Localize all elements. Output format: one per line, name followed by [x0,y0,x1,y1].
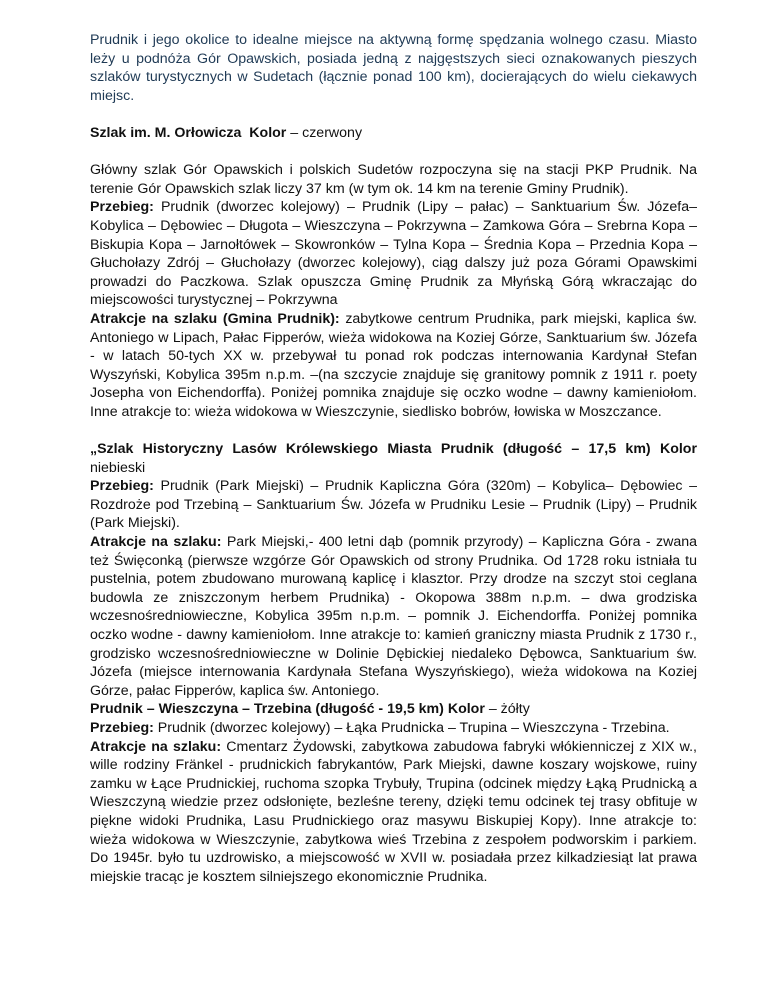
trail2-route-text: Prudnik (Park Miejski) – Prudnik Kapliczna Góra (320m) – Kobylica– Dębowiec – Rozdroże pod Trzebiną – Sanktuarium Św. Józefa w Prudniku Lesie – Prudnik (Lipy) – Prudnik (Park Miejski). [90,478,697,532]
trail1-heading-color: – czerwony [290,124,363,141]
trail1-route-label: Przebieg: [90,199,154,216]
trail3-route [90,719,697,738]
document-page [90,31,697,886]
trail3-attractions-label: Atrakcje na szlaku: [90,738,222,755]
trail3-heading [90,700,697,719]
trail1-attractions [90,310,697,422]
paragraph-spacer [90,143,697,162]
trail3-route-label: Przebieg: [90,719,154,736]
trail3-route-text: Prudnik (dworzec kolejowy) – Łąka Prudnicka – Trupina – Wieszczyna - Trzebina. [153,719,670,736]
trail2-route-label: Przebieg: [90,478,154,495]
trail1-route-text: Prudnik (dworzec kolejowy) – Prudnik (Lipy – pałac) – Sanktuarium Św. Józefa– Kobylica – Dębowiec – Długota – Wieszczyna – Pokrzywna – Zamkowa Góra – Srebrna Kopa – Biskupia Kopa – Jarnołtówek – Skowronków – Tylna Kopa – Średnia Kopa – Przednia Kopa – Głuchołazy Zdrój – Głuchołazy (dworzec kolejowy), ciąg dalszy już poza Górami Opawskimi prowadzi do Paczkowa. Szlak opuszcza Gminę Prudnik za Młyńską Górą wkraczając do miejscowości turystycznej – Pokrzywna [90,199,697,309]
trail2-attractions-text: Park Miejski,- 400 letni dąb (pomnik przyrody) – Kapliczna Góra - zwana też Święconką (pierwsze wzgórze Gór Opawskich od strony Prudnika. Od 1728 roku istniała tu pustelnia, potem zbudowano murowaną kaplicę i klasztor. Przy drodze na szczyt stoi ceglana budowla ze zniszczonym herbem Prudnika) - Okopowa 388m n.p.m. – dwa grodziska wczesnośredniowieczne, Kobylica 395m n.p.m. – pomnik J. Eichendorffa. Poniżej pomnika oczko wodne - dawny kamieniołom. Inne atrakcje to: kamień graniczny miasta Prudnik z 1730 r., grodzisko wczesnośredniowieczne w Dolinie Dębickiej niedaleko Dębowca, Sanktuarium św. Józefa (miejsce internowania Kardynała Stefana Wyszyńskiego), wieża widokowa na Koziej Górze, pałac Fipperów, kaplica św. Antoniego. [90,534,697,699]
trail2-heading-text: „Szlak Historyczny Lasów Królewskiego Miasta Prudnik (długość – 17,5 km) Kolor [90,441,697,458]
trail3-attractions-text: Cmentarz Żydowski, zabytkowa zabudowa fabryki włókienniczej z XIX w., wille rodziny Fränkel - prudnickich fabrykantów, Park Miejski, dawne koszary wojskowe, ruiny zamku w Łące Prudnickiej, ruchoma szopka Trybuły, Trupina (odcinek między Łąką Prudnicką a Wieszczyną wiedzie przez odsłonięte, bezleśne tereny, dzięki temu odcinek tej trasy obfituje w piękne widoki Prudnika, Lasu Prudnickiego oraz masywu Biskupiej Kopy). Inne atrakcje to: wieża widokowa w Wieszczynie, zabytkowa wieś Trzebina z zespołem podworskim i parkiem. Do 1945r. było tu uzdrowisko, a miejscowość w XVII w. posiadała przez kilkadziesiąt lat prawa miejskie tracąc je kosztem silniejszego ekonomicznie Prudnika. [90,738,697,885]
trail2-heading-color: niebieski [90,459,146,476]
trail1-heading-kolor: Kolor [249,124,287,141]
trail2-heading [90,440,697,477]
trail1-heading [90,124,697,143]
paragraph-spacer [90,105,697,124]
trail1-description: Główny szlak Gór Opawskich i polskich Sudetów rozpoczyna się na stacji PKP Prudnik. Na terenie Gór Opawskich szlak liczy 37 km (w tym ok. 14 km na terenie Gminy Prudnik). [90,162,697,197]
paragraph-spacer [90,421,697,440]
trail2-attractions [90,533,697,700]
trail2-route [90,477,697,533]
trail3-heading-color: – żółty [488,701,530,718]
trail3-attractions [90,738,697,887]
trail1-route [90,198,697,310]
intro-paragraph: Prudnik i jego okolice to idealne miejsce na aktywną formę spędzania wolnego czasu. Miasto leży u podnóża Gór Opawskich, posiada jedną z najgęstszych sieci oznakowanych pieszych szlaków turystycznych w Sudetach (łącznie ponad 100 km), docierających do wielu ciekawych miejsc. [90,32,697,104]
trail1-heading-name: Szlak im. M. Orłowicza [90,124,242,141]
trail1-attractions-label: Atrakcje na szlaku (Gmina Prudnik): [90,310,340,327]
trail1-attractions-text: zabytkowe centrum Prudnika, park miejski, kaplica św. Antoniego w Lipach, Pałac Fipperów, wieża widokowa na Koziej Górze, Sanktuarium św. Józefa - w latach 50-tych XX w. przebywał tu ponad rok podczas internowania Kardynał Stefan Wyszyński, Kobylica 395m n.p.m. –(na szczycie znajduje się granitowy pomnik z 1911 r. poety Josepha von Eichendorffa). Poniżej pomnika znajduje się oczko wodne – dawny kamieniołom. Inne atrakcje to: wieża widokowa w Wieszczynie, siedlisko bobrów, łowiska w Moszczance. [90,310,697,420]
trail2-attractions-label: Atrakcje na szlaku: [90,534,222,551]
trail3-heading-text: Prudnik – Wieszczyna – Trzebina (długość - 19,5 km) Kolor [90,701,485,718]
